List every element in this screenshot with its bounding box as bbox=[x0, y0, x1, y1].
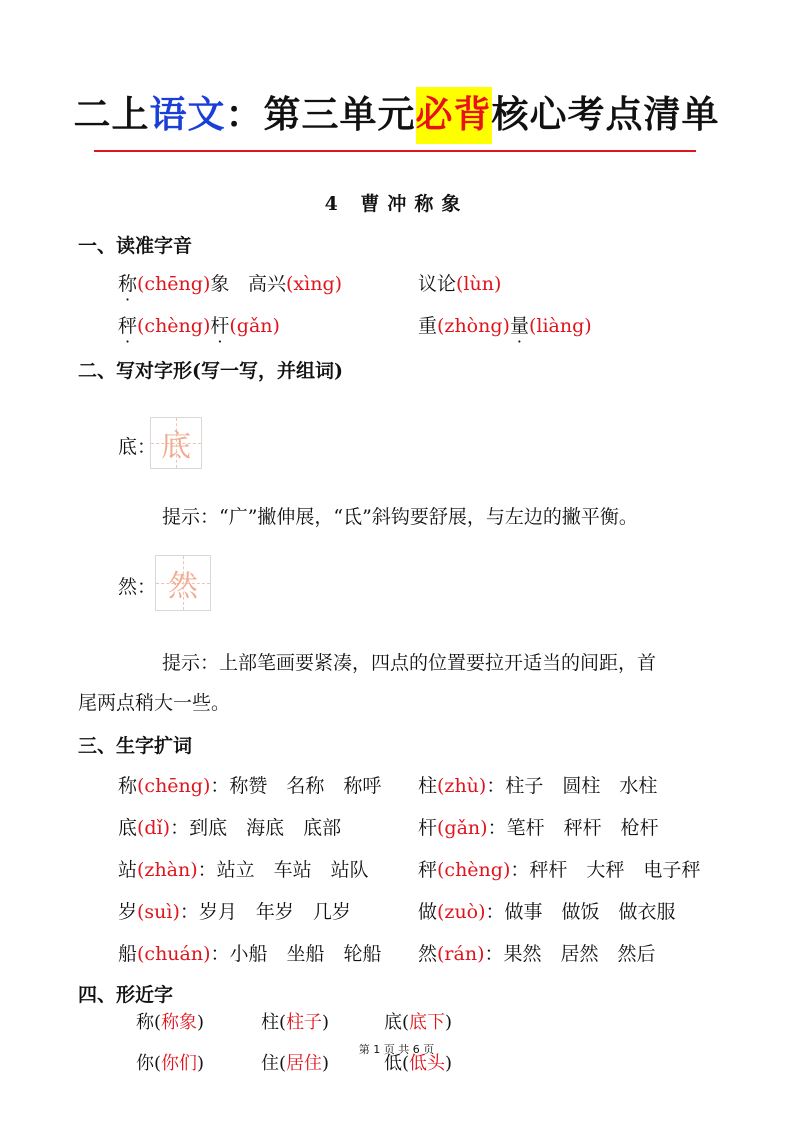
writing-tip-continued: 尾两点稍大一些。 bbox=[78, 692, 231, 714]
section-1-heading: 一、读准字音 bbox=[78, 235, 193, 257]
writing-grid bbox=[155, 555, 211, 611]
pinyin-item: 议论(lùn) bbox=[418, 273, 502, 295]
word-row: 柱(zhù)：柱子 圆柱 水柱 bbox=[418, 775, 658, 797]
practice-char: 然 bbox=[168, 569, 198, 604]
writing-tip: 提示：“广”撇伸展，“氐”斜钩要舒展，与左边的撇平衡。 bbox=[162, 506, 638, 528]
similar-char: 柱(柱子) bbox=[261, 1012, 330, 1033]
word-row: 站(zhàn)：站立 车站 站队 bbox=[118, 859, 369, 881]
word-row: 岁(suì)：岁月 年岁 几岁 bbox=[118, 901, 351, 923]
word-row: 杆(gǎn)：笔杆 秤杆 枪杆 bbox=[418, 817, 659, 839]
pinyin-item: 重(zhòng)量(liàng) bbox=[418, 315, 592, 337]
title-part-1: 二上 bbox=[73, 93, 150, 136]
writing-grid bbox=[150, 417, 202, 469]
section-4-heading: 四、形近字 bbox=[78, 984, 174, 1006]
page-number: 第 1 页 共 6 页 bbox=[358, 1043, 435, 1056]
writing-tip: 提示：上部笔画要紧凑，四点的位置要拉开适当的间距，首 bbox=[162, 652, 657, 674]
similar-char: 称(称象) bbox=[136, 1012, 205, 1033]
title-part-2: 语文 bbox=[149, 93, 226, 136]
word-row: 底(dǐ)：到底 海底 底部 bbox=[118, 817, 342, 839]
similar-char: 你(你们) bbox=[136, 1053, 205, 1074]
title-divider bbox=[94, 150, 696, 152]
title-part-3: ：第三单元 bbox=[225, 93, 416, 136]
word-row: 做(zuò)：做事 做饭 做衣服 bbox=[418, 901, 676, 923]
pinyin-item: 称(chēng)象 bbox=[118, 273, 230, 295]
title-part-5: 核心考点清单 bbox=[491, 93, 720, 136]
lesson-title: 4 曹冲称象 bbox=[324, 193, 469, 215]
page-title bbox=[0, 84, 793, 138]
similar-char: 底(底下) bbox=[384, 1012, 453, 1033]
pinyin-item: 高兴(xìng) bbox=[248, 273, 343, 295]
section-2-heading: 二、写对字形(写一写，并组词) bbox=[78, 360, 343, 382]
word-row: 秤(chèng)：秤杆 大秤 电子秤 bbox=[418, 859, 701, 881]
char-label: 底： bbox=[118, 436, 157, 458]
title-highlight: 必背 bbox=[416, 87, 492, 144]
practice-char: 底 bbox=[161, 429, 191, 464]
word-row: 称(chēng)：称赞 名称 称呼 bbox=[118, 775, 382, 797]
similar-char: 低(低头) bbox=[384, 1053, 453, 1074]
section-3-heading: 三、生字扩词 bbox=[78, 735, 193, 757]
similar-char: 住(居住) bbox=[261, 1053, 330, 1074]
word-row: 然(rán)：果然 居然 然后 bbox=[418, 943, 656, 965]
pinyin-item: 秤(chèng)杆(gǎn) bbox=[118, 315, 280, 337]
word-row: 船(chuán)：小船 坐船 轮船 bbox=[118, 943, 382, 965]
char-label: 然： bbox=[118, 576, 157, 598]
